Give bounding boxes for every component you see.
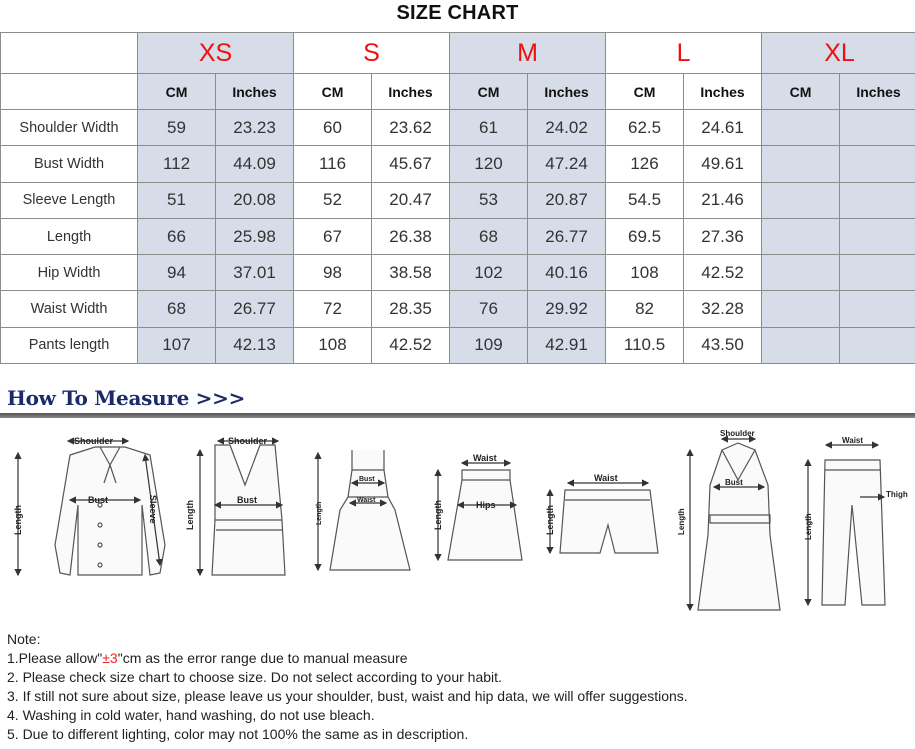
label-bust: Bust xyxy=(359,476,375,483)
measurement-cell: 53 xyxy=(450,182,528,218)
measurement-cell: 24.02 xyxy=(528,110,606,146)
size-m: M xyxy=(450,33,606,74)
note-2: 2. Please check size chart to choose size. Do not select according to your habit. xyxy=(7,669,502,685)
table-row xyxy=(1,291,915,327)
unit-cm: CM xyxy=(294,74,372,110)
note-3: 3. If still not sure about size, please leave us your shoulder, bust, waist and hip data, we will offer suggestions. xyxy=(7,688,688,704)
measurement-cell xyxy=(762,255,840,291)
note-1-tolerance: ±3 xyxy=(102,650,118,666)
measurement-cell: 49.61 xyxy=(684,146,762,182)
unit-cm: CM xyxy=(762,74,840,110)
measurement-cell: 42.52 xyxy=(684,255,762,291)
size-xs: XS xyxy=(138,33,294,74)
measurement-cell: 25.98 xyxy=(216,218,294,254)
measurement-cell: 51 xyxy=(138,182,216,218)
label-length: Length xyxy=(677,508,686,535)
size-chart-title: SIZE CHART xyxy=(396,2,519,24)
unit-inches: Inches xyxy=(840,74,915,110)
unit-cm: CM xyxy=(450,74,528,110)
measurement-cell: 20.47 xyxy=(372,182,450,218)
measurement-cell: 108 xyxy=(606,255,684,291)
row-label: Waist Width xyxy=(1,291,138,327)
measurement-cell xyxy=(840,327,915,363)
unit-cm: CM xyxy=(138,74,216,110)
measurement-cell: 112 xyxy=(138,146,216,182)
table-row xyxy=(1,110,915,146)
measurement-cell xyxy=(840,146,915,182)
measurement-cell xyxy=(762,182,840,218)
unit-cm: CM xyxy=(606,74,684,110)
note-1 xyxy=(7,649,688,668)
measurement-cell xyxy=(762,218,840,254)
label-shoulder: Shoulder xyxy=(720,429,755,438)
shorts-figure xyxy=(550,483,658,553)
measurement-cell: 54.5 xyxy=(606,182,684,218)
measurement-cell xyxy=(762,110,840,146)
label-bust: Bust xyxy=(88,495,108,505)
row-label: Sleeve Length xyxy=(1,182,138,218)
unit-inches: Inches xyxy=(684,74,762,110)
label-length: Length xyxy=(316,501,323,525)
measurement-cell: 98 xyxy=(294,255,372,291)
measurement-cell: 26.77 xyxy=(528,218,606,254)
measurement-cell: 21.46 xyxy=(684,182,762,218)
measurement-cell: 59 xyxy=(138,110,216,146)
note-4: 4. Washing in cold water, hand washing, do not use bleach. xyxy=(7,707,375,723)
label-thigh: Thigh xyxy=(886,490,908,499)
measurement-cell xyxy=(840,255,915,291)
unit-inches: Inches xyxy=(372,74,450,110)
label-length: Length xyxy=(804,513,813,540)
measurement-cell: 43.50 xyxy=(684,327,762,363)
label-hips: Hips xyxy=(476,500,496,510)
unit-inches: Inches xyxy=(216,74,294,110)
measurement-cell: 44.09 xyxy=(216,146,294,182)
unit-header-row xyxy=(1,74,915,110)
label-sleeve: Sleeve xyxy=(148,495,158,524)
size-s: S xyxy=(294,33,450,74)
measurement-cell xyxy=(840,218,915,254)
row-label: Pants length xyxy=(1,327,138,363)
label-waist: Waist xyxy=(842,436,864,445)
measurement-cell: 42.52 xyxy=(372,327,450,363)
measurement-cell: 76 xyxy=(450,291,528,327)
measurement-cell xyxy=(840,182,915,218)
measurement-cell: 82 xyxy=(606,291,684,327)
measurement-cell: 107 xyxy=(138,327,216,363)
measurement-cell: 45.67 xyxy=(372,146,450,182)
note-1-text-end: "cm as the error range due to manual measure xyxy=(117,650,408,666)
how-to-measure-heading: How To Measure >>> xyxy=(7,386,246,410)
label-length: Length xyxy=(545,505,555,535)
measurement-cell: 47.24 xyxy=(528,146,606,182)
measurement-cell xyxy=(762,146,840,182)
label-shoulder: Shoulder xyxy=(74,436,114,446)
label-length: Length xyxy=(433,500,443,530)
measurement-cell: 68 xyxy=(138,291,216,327)
table-row xyxy=(1,327,915,363)
label-bust: Bust xyxy=(725,478,743,487)
measurement-cell: 24.61 xyxy=(684,110,762,146)
measurement-cell xyxy=(762,327,840,363)
measurement-cell: 94 xyxy=(138,255,216,291)
measurement-cell: 60 xyxy=(294,110,372,146)
note-1-text: 1.Please allow" xyxy=(7,650,103,666)
table-row xyxy=(1,255,915,291)
measurement-cell: 20.87 xyxy=(528,182,606,218)
measurement-cell xyxy=(840,110,915,146)
coat-figure xyxy=(690,439,780,610)
label-waist: Waist xyxy=(594,473,618,483)
measurement-cell: 23.62 xyxy=(372,110,450,146)
measurement-illustrations xyxy=(0,425,915,625)
size-chart-table xyxy=(0,32,915,364)
measurement-cell: 40.16 xyxy=(528,255,606,291)
measurement-cell: 38.58 xyxy=(372,255,450,291)
measurement-cell: 26.38 xyxy=(372,218,450,254)
measurement-cell: 108 xyxy=(294,327,372,363)
measurement-cell: 102 xyxy=(450,255,528,291)
measurement-cell: 110.5 xyxy=(606,327,684,363)
row-label: Hip Width xyxy=(1,255,138,291)
measurement-cell: 42.91 xyxy=(528,327,606,363)
blouse-figure xyxy=(18,441,165,575)
measurement-cell: 52 xyxy=(294,182,372,218)
measurement-cell: 23.23 xyxy=(216,110,294,146)
notes-section xyxy=(7,630,688,744)
measurement-cell: 26.77 xyxy=(216,291,294,327)
measurement-cell: 62.5 xyxy=(606,110,684,146)
size-xl: XL xyxy=(762,33,915,74)
measurement-rows xyxy=(1,110,915,364)
measurement-cell: 109 xyxy=(450,327,528,363)
measurement-cell: 66 xyxy=(138,218,216,254)
label-bust: Bust xyxy=(237,495,257,505)
table-row xyxy=(1,146,915,182)
note-5: 5. Due to different lighting, color may not 100% the same as in description. xyxy=(7,726,469,742)
measurement-cell: 61 xyxy=(450,110,528,146)
measurement-cell: 126 xyxy=(606,146,684,182)
measurement-cell: 27.36 xyxy=(684,218,762,254)
measurement-cell: 28.35 xyxy=(372,291,450,327)
unit-label-cell xyxy=(1,74,138,110)
row-label: Length xyxy=(1,218,138,254)
measurement-cell: 20.08 xyxy=(216,182,294,218)
size-l: L xyxy=(606,33,762,74)
measurement-cell: 67 xyxy=(294,218,372,254)
skirt-figure xyxy=(438,463,522,560)
label-waist: Waist xyxy=(357,497,376,504)
table-row xyxy=(1,182,915,218)
corner-cell xyxy=(1,33,138,74)
row-label: Bust Width xyxy=(1,146,138,182)
table-row xyxy=(1,218,915,254)
row-label: Shoulder Width xyxy=(1,110,138,146)
label-length: Length xyxy=(13,505,23,535)
measurement-cell: 68 xyxy=(450,218,528,254)
pants-figure xyxy=(808,445,885,605)
measurement-cell: 32.28 xyxy=(684,291,762,327)
measurement-cell: 69.5 xyxy=(606,218,684,254)
size-header-row xyxy=(1,33,915,74)
measurement-cell: 120 xyxy=(450,146,528,182)
notes-heading: Note: xyxy=(7,631,41,647)
measurement-cell: 72 xyxy=(294,291,372,327)
measurement-cell: 42.13 xyxy=(216,327,294,363)
measurement-cell: 116 xyxy=(294,146,372,182)
measurement-cell xyxy=(840,291,915,327)
tank-top-figure xyxy=(200,441,285,575)
measurement-cell: 37.01 xyxy=(216,255,294,291)
label-shoulder: Shoulder xyxy=(228,436,268,446)
dress-figure xyxy=(318,450,410,570)
measurement-cell: 29.92 xyxy=(528,291,606,327)
heading-divider xyxy=(0,413,915,418)
label-waist: Waist xyxy=(473,453,497,463)
unit-inches: Inches xyxy=(528,74,606,110)
label-length: Length xyxy=(185,500,195,530)
measurement-cell xyxy=(762,291,840,327)
